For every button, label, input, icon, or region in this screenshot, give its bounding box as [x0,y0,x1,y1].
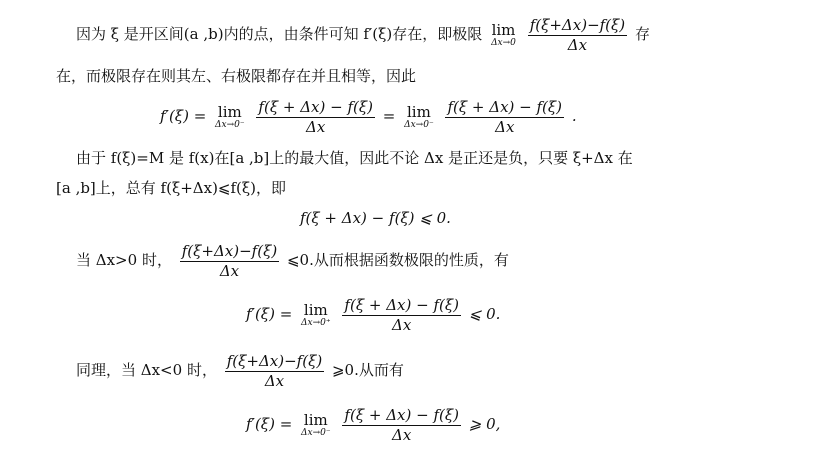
eq1-lhs: f′(ξ) = [160,107,207,125]
difference-quotient [225,352,324,391]
paragraph-3-line-1 [76,148,633,168]
lim-subscript: Δx→0⁻ [301,428,331,438]
equation-4 [246,404,500,444]
fraction-numerator: f(ξ + Δx) − f(ξ) [447,97,563,116]
fraction-denominator: Δx [567,35,588,54]
paragraph-1-line-1 [76,14,650,54]
eq1-equals: = [382,107,396,125]
eq2-text: f(ξ + Δx) − f(ξ) ⩽ 0. [300,209,451,227]
eq4-lhs: f′(ξ) = [246,415,293,433]
lim-subscript: Δx→0⁻ [215,120,245,130]
equation-2 [300,208,451,228]
limit-operator [491,22,516,48]
lim-label: lim [491,21,516,39]
paragraph-1-text: 因为 ξ 是开区间(a ,b)内的点，由条件可知 f′(ξ)存在，即极限 [76,25,483,43]
fraction-numerator: f(ξ + Δx) − f(ξ) [344,295,459,314]
paragraph-1-line-2 [56,66,416,86]
lim-label: lim [303,301,328,319]
lim-subscript: Δx→0⁻ [404,120,434,130]
fraction-denominator: Δx [306,117,326,136]
difference-quotient [342,406,461,445]
difference-quotient [445,98,564,137]
paragraph-6-tail: ⩾0.从而有 [331,361,404,379]
paragraph-6-text: 同理，当 Δx<0 时， [76,361,217,379]
fraction-denominator: Δx [264,371,285,390]
lim-label: lim [406,103,431,121]
lim-label: lim [303,411,328,429]
difference-quotient [342,296,461,335]
paragraph-5-tail: ⩽0.从而根据函数极限的性质，有 [286,251,509,269]
paragraph-3-text: 由于 f(ξ)=M 是 f(x)在[a ,b]上的最大值，因此不论 Δx 是正还是负，只要 ξ+Δx 在 [76,149,633,167]
fraction-denominator: Δx [219,261,240,280]
paragraph-6 [76,350,404,390]
difference-quotient [528,16,627,55]
lim-subscript: Δx→0 [491,38,516,48]
limit-operator [404,104,434,130]
fraction-numerator: f(ξ+Δx)−f(ξ) [226,351,323,370]
eq3-lhs: f′(ξ) = [246,305,293,323]
fraction-denominator: Δx [392,425,412,444]
fraction-denominator: Δx [495,117,515,136]
paragraph-3-line-2 [56,178,286,198]
eq3-rhs: ⩽ 0. [468,305,501,323]
paragraph-4-text: [a ,b]上，总有 f(ξ+Δx)⩽f(ξ)，即 [56,179,287,197]
paragraph-5 [76,240,509,280]
lim-label: lim [217,103,242,121]
eq1-end: . [571,107,577,125]
paragraph-5-text: 当 Δx>0 时， [76,251,172,269]
limit-operator [215,104,245,130]
fraction-denominator: Δx [392,315,412,334]
limit-operator [301,302,331,328]
fraction-numerator: f(ξ + Δx) − f(ξ) [344,405,459,424]
equation-3 [246,294,500,334]
difference-quotient [256,98,375,137]
fraction-numerator: f(ξ+Δx)−f(ξ) [181,241,278,260]
equation-1 [160,96,577,136]
fraction-numerator: f(ξ + Δx) − f(ξ) [258,97,373,116]
difference-quotient [180,242,279,281]
limit-operator [301,412,331,438]
paragraph-2-text: 在，而极限存在则其左、右极限都存在并且相等，因此 [56,67,417,85]
fraction-numerator: f(ξ+Δx)−f(ξ) [529,15,626,34]
lim-subscript: Δx→0⁺ [301,318,331,328]
eq4-rhs: ⩾ 0, [468,415,501,433]
paragraph-1-tail: 存 [634,25,650,43]
